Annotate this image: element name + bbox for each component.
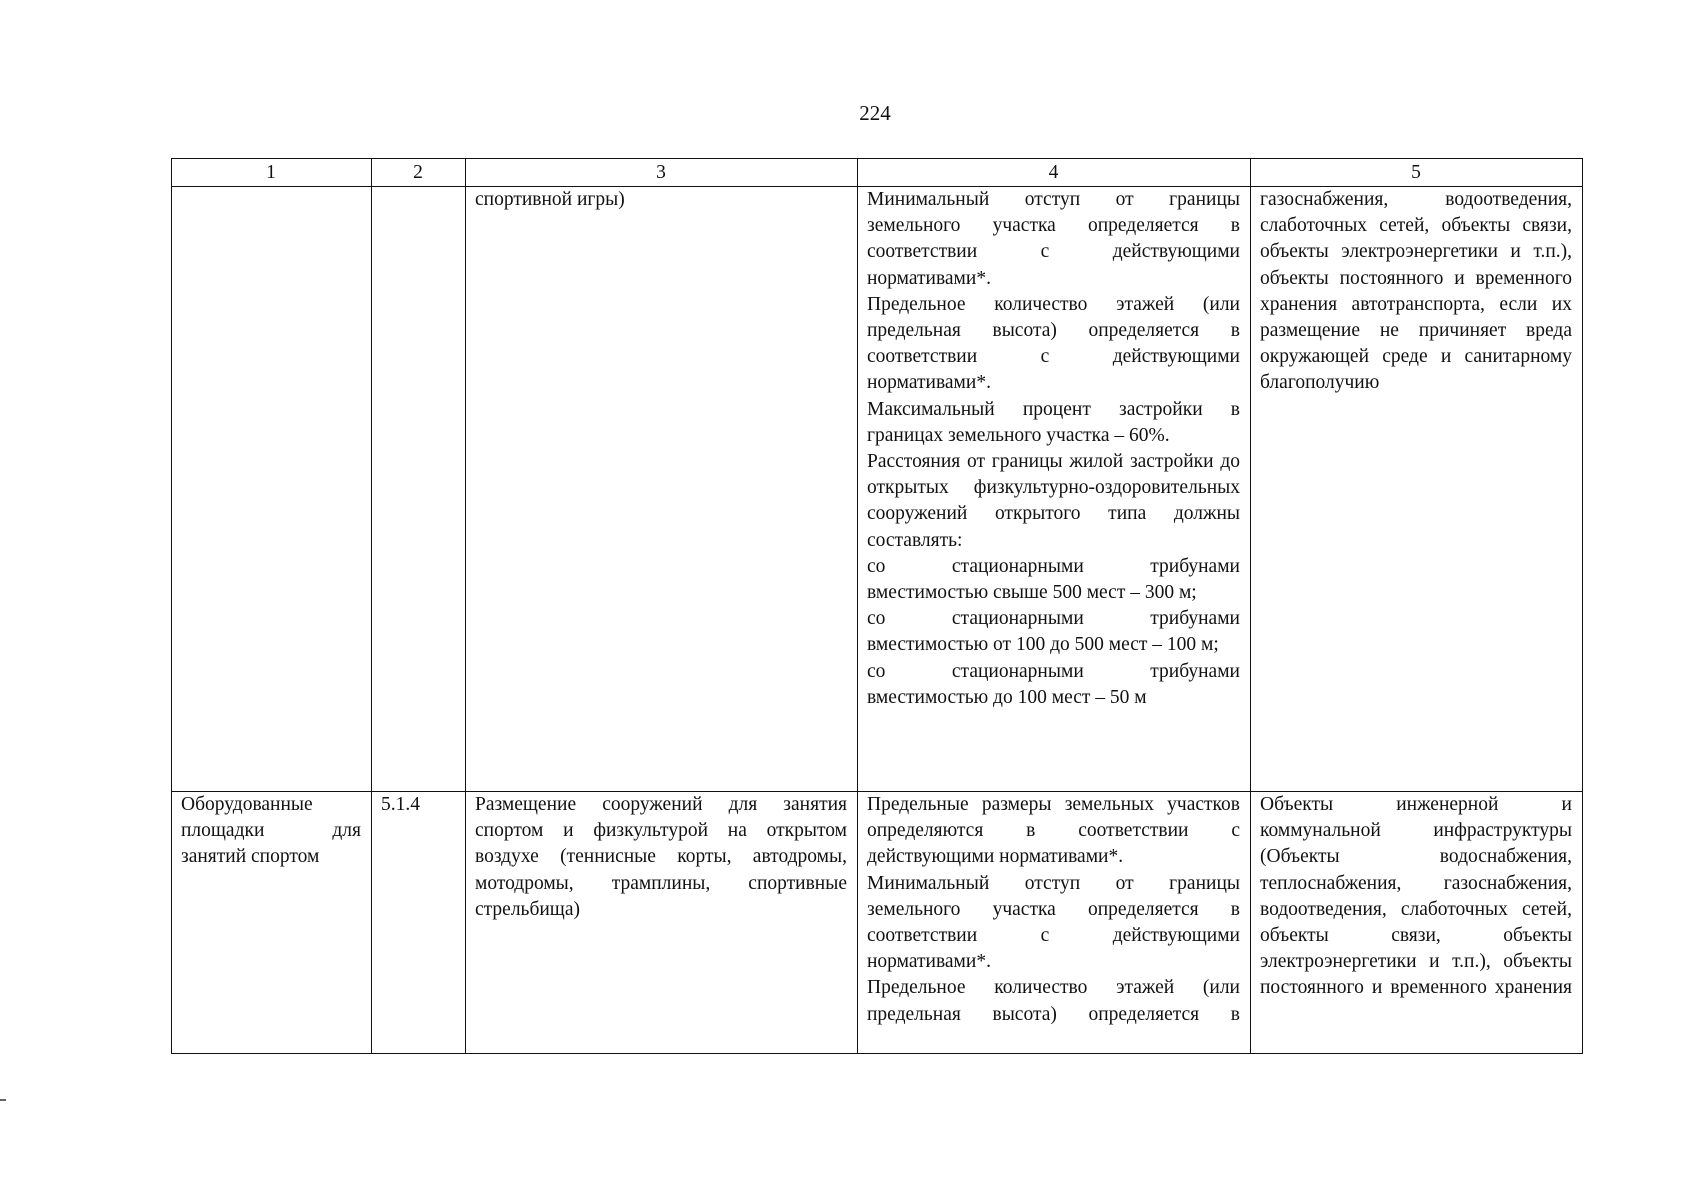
cell-parameters: [858, 187, 1251, 792]
column-header-1: 1: [172, 159, 372, 187]
cell-code: 5.1.4: [372, 792, 466, 1054]
parameter-paragraph: Минимальный отступ от границы земельного участка определяется в соответствии с действующими нормативами*.: [867, 189, 1240, 289]
cell-auxiliary-uses: газоснабжения, водоотведения, слаботочных сетей, объекты связи, объекты электроэнергетики и т.п.), объекты постоянного и временного хранения автотранспорта, если их размещение не причиняет вреда окружающей среде и санитарному благополучию: [1251, 187, 1583, 792]
parameter-paragraph: Предельные размеры земельных участков определяются в соответствии с действующими нормативами*.: [867, 794, 1240, 868]
table-row: [172, 187, 1583, 792]
column-header-5: 5: [1251, 159, 1583, 187]
parameter-paragraph: Предельное количество этажей (или предельная высота) определяется в: [867, 977, 1240, 1025]
parameter-paragraph: Минимальный отступ от границы земельного участка определяется в соответствии с действующими нормативами*.: [867, 872, 1240, 973]
parameter-paragraph: Расстояния от границы жилой застройки до открытых физкультурно-оздоровительных сооружений открытого типа должны составлять:: [867, 451, 1240, 551]
auxiliary-uses-text: Объекты инженерной и коммунальной инфраструктуры (Объекты водоснабжения, теплоснабжения, газоснабжения, водоотведения, слаботочных сетей, объекты связи, объекты электроэнергетики и т.п.), объекты постоянного и временного хранения: [1260, 794, 1572, 999]
parameter-paragraph: со стационарными трибунами вместимостью до 100 мест – 50 м: [867, 660, 1240, 708]
cell-description: Размещение сооружений для занятия спортом и физкультурой на открытом воздухе (теннисные корты, автодромы, мотодромы, трамплины, спортивные стрельбища): [466, 792, 858, 1054]
cell-auxiliary-uses: [1251, 792, 1583, 1054]
column-header-3: 3: [466, 159, 858, 187]
scan-edge-mark: [0, 1099, 6, 1101]
page-number: 224: [859, 101, 891, 125]
parameter-paragraph: Максимальный процент застройки в границах земельного участка – 60%.: [867, 398, 1240, 446]
parameter-paragraph: Предельное количество этажей (или предельная высота) определяется в соответствии с действующими нормативами*.: [867, 293, 1240, 394]
column-header-2: 2: [372, 159, 466, 187]
cell-use-name: Оборудованные площадки для занятий спортом: [172, 792, 372, 1054]
cell-code: [372, 187, 466, 792]
parameter-paragraph: со стационарными трибунами вместимостью свыше 500 мест – 300 м;: [867, 555, 1240, 604]
column-header-4: 4: [858, 159, 1251, 187]
cell-description: спортивной игры): [466, 187, 858, 792]
column-header-row: [172, 159, 1583, 187]
land-use-table: [171, 158, 1583, 1054]
parameter-paragraph: со стационарными трибунами вместимостью от 100 до 500 мест – 100 м;: [867, 608, 1240, 656]
cell-use-name: [172, 187, 372, 792]
cell-parameters: [858, 792, 1251, 1054]
table-row: [172, 792, 1583, 1054]
